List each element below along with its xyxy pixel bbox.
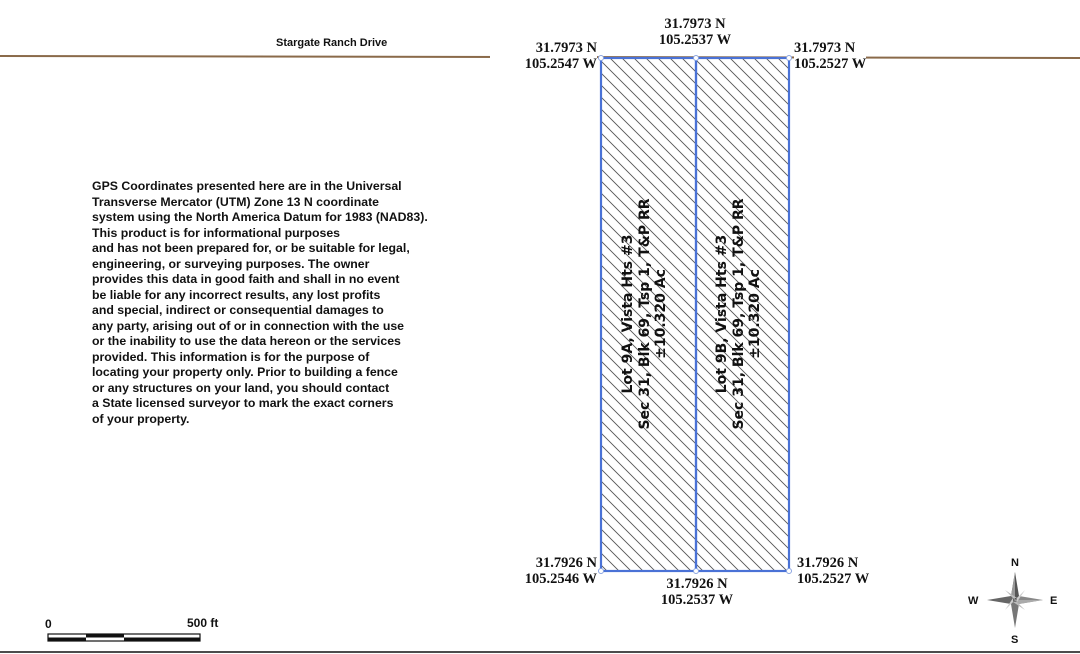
compass-rose-icon bbox=[987, 572, 1043, 628]
compass-south-label: S bbox=[1011, 634, 1019, 646]
disclaimer-text: GPS Coordinates presented here are in the Universal Transverse Mercator (UTM) Zone 13 N coordinate system using the North America Datum for 1983 (NAD83). This product is for informational purposes and has not been prepared for, or be suitable for legal, engineering, or surveying purposes. The owner provides this data in good faith and shall in no event be liable for any incorrect results, any lost profits and special, indirect or consequential damages to any party, arising out of or in connection with the use or the inability to use the data hereon or the services provided. This information is for the purpose of locating your property only. Prior to building a fence or any structures on your land, you should contact a State licensed surveyor to mark the exact corners of your property. bbox=[92, 179, 428, 426]
coord-bottom-center: 31.7926 N 105.2537 W bbox=[660, 576, 734, 608]
coord-bottom-left: 31.7926 N 105.2546 W bbox=[524, 555, 597, 587]
scale-end-label: 500 ft bbox=[187, 616, 219, 630]
compass-west-label: W bbox=[968, 595, 979, 607]
scale-bar bbox=[48, 634, 200, 641]
coord-top-center: 31.7973 N 105.2537 W bbox=[658, 16, 732, 48]
lot-9b-label: Lot 9B, Vista Hts #3 Sec 31, Blk 69, Tsp 1, T&P RR ±10.320 Ac bbox=[714, 198, 763, 430]
coord-bottom-right: 31.7926 N 105.2527 W bbox=[797, 555, 870, 587]
coord-top-right: 31.7973 N 105.2527 W bbox=[794, 40, 867, 72]
road-label: Stargate Ranch Drive bbox=[276, 37, 388, 49]
lot-9a-label: Lot 9A, Vista Hts #3 Sec 31, Blk 69, Tsp 1, T&P RR ±10.320 Ac bbox=[620, 198, 669, 430]
coord-top-left: 31.7973 N 105.2547 W bbox=[490, 40, 597, 72]
scale-zero-label: 0 bbox=[45, 617, 52, 631]
compass-east-label: E bbox=[1050, 595, 1058, 607]
compass-north-label: N bbox=[1011, 557, 1019, 569]
